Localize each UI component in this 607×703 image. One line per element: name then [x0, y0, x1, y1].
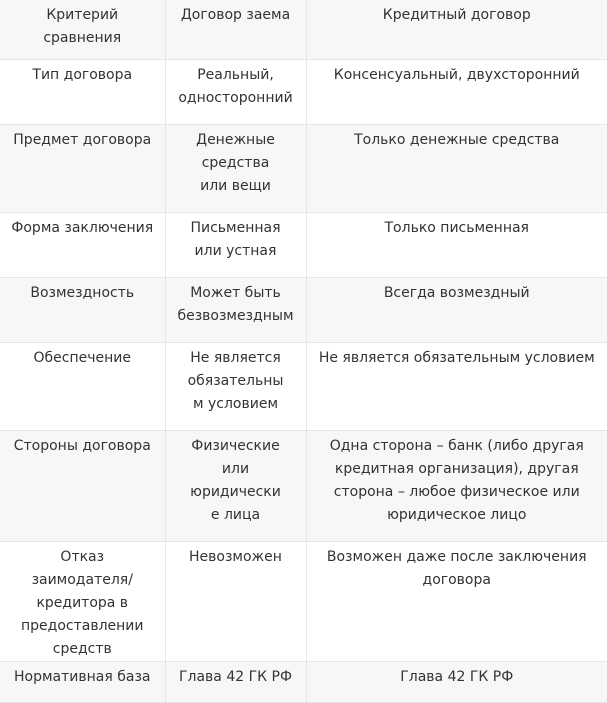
row-credit-value: Возможен даже после заключения договора — [306, 541, 607, 661]
table-row — [0, 661, 607, 702]
row-credit-value: Только денежные средства — [306, 124, 607, 212]
row-credit-value: Одна сторона – банк (либо другая кредитная организация), другая сторона – любое физическое или юридическое лицо — [306, 430, 607, 541]
row-credit-value: Консенсуальный, двухсторонний — [306, 59, 607, 124]
row-criterion: Возмездность — [0, 277, 165, 342]
row-criterion: Тип договора — [0, 59, 165, 124]
table-row — [0, 541, 607, 661]
header-credit-agreement: Кредитный договор — [306, 0, 607, 59]
header-row — [0, 0, 607, 59]
row-loan-value: Физические или юридические лица — [165, 430, 306, 541]
row-loan-value: Письменная или устная — [165, 212, 306, 277]
table-row — [0, 430, 607, 541]
row-loan-value: Реальный, односторонний — [165, 59, 306, 124]
row-criterion: Отказ заимодателя/ кредитора в предоставлении средств — [0, 541, 165, 661]
row-loan-value: Может быть безвозмездным — [165, 277, 306, 342]
row-criterion: Предмет договора — [0, 124, 165, 212]
row-criterion: Нормативная база — [0, 661, 165, 702]
table-row — [0, 277, 607, 342]
table-row — [0, 124, 607, 212]
table-row — [0, 212, 607, 277]
row-credit-value: Всегда возмездный — [306, 277, 607, 342]
row-credit-value: Глава 42 ГК РФ — [306, 661, 607, 702]
row-loan-value: Невозможен — [165, 541, 306, 661]
table-row — [0, 342, 607, 430]
row-criterion: Стороны договора — [0, 430, 165, 541]
row-loan-value: Не является обязательным условием — [165, 342, 306, 430]
table-row — [0, 59, 607, 124]
row-credit-value: Не является обязательным условием — [306, 342, 607, 430]
row-credit-value: Только письменная — [306, 212, 607, 277]
row-criterion: Форма заключения — [0, 212, 165, 277]
row-loan-value: Денежные средства или вещи — [165, 124, 306, 212]
header-loan-agreement: Договор заема — [165, 0, 306, 59]
row-loan-value: Глава 42 ГК РФ — [165, 661, 306, 702]
row-criterion: Обеспечение — [0, 342, 165, 430]
header-criterion: Критерий сравнения — [0, 0, 165, 59]
